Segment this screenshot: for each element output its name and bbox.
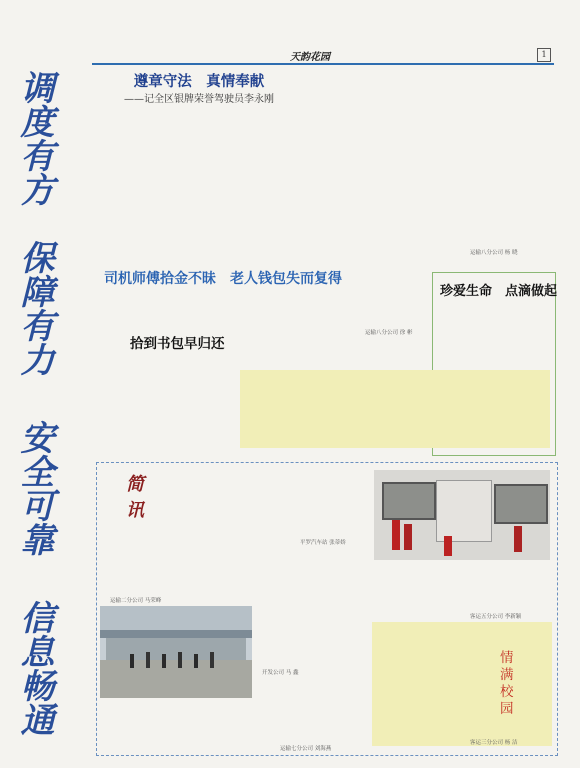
page-number: 1 (537, 48, 551, 62)
article-title: 拾到书包早归还 (130, 336, 225, 352)
news-label: 简 讯 (126, 474, 182, 521)
article-title: 司机师傅拾金不昧 老人钱包失而复得 (104, 271, 342, 287)
news-item (104, 702, 366, 746)
news-item (258, 606, 366, 666)
article-body (218, 64, 326, 254)
article-byline: 运输八分公司 徐 彬 (365, 330, 413, 336)
news-byline: 运输二分公司 马荣峰 (110, 598, 162, 604)
article-subtitle: ——记全区银牌荣誉驾驶员李永刚 (124, 94, 274, 105)
slogan-line: 保障有力 (14, 240, 54, 376)
article-byline: 运输八分公司 杨 晓 (470, 250, 518, 256)
news-item (374, 566, 550, 612)
article-body (450, 64, 554, 248)
slogan-line: 信息畅通 (14, 600, 54, 736)
news-byline: 平罗汽车站 张蒂娇 (300, 540, 346, 546)
campus-title: 情满校园 (500, 650, 514, 717)
slogan-line: 安全可靠 (14, 420, 54, 556)
photo-office (374, 470, 550, 560)
article-title: 珍爱生命 点滴做起 (440, 284, 558, 299)
news-item (104, 506, 366, 540)
article-body (258, 292, 428, 326)
campus-byline: 客运三分公司 杨 洁 (470, 740, 518, 746)
article-body (100, 112, 210, 252)
masthead-logo: 天韵花园 (290, 52, 330, 63)
news-byline: 开发公司 马 鑫 (262, 670, 299, 676)
news-byline: 运输七分公司 刘海燕 (280, 746, 332, 752)
campus-body (376, 626, 494, 736)
vertical-slogan (14, 70, 82, 760)
slogan-line: 调度有方 (14, 70, 54, 206)
article-body (244, 372, 546, 444)
article-body (437, 300, 549, 366)
news-item (104, 550, 366, 596)
news-byline: 客运五分公司 李新颖 (470, 614, 522, 620)
news-item (206, 470, 366, 506)
photo-station (100, 606, 252, 698)
article-title: 遵章守法 真情奉献 (133, 74, 265, 90)
article-body (100, 292, 250, 326)
article-body (332, 64, 442, 254)
